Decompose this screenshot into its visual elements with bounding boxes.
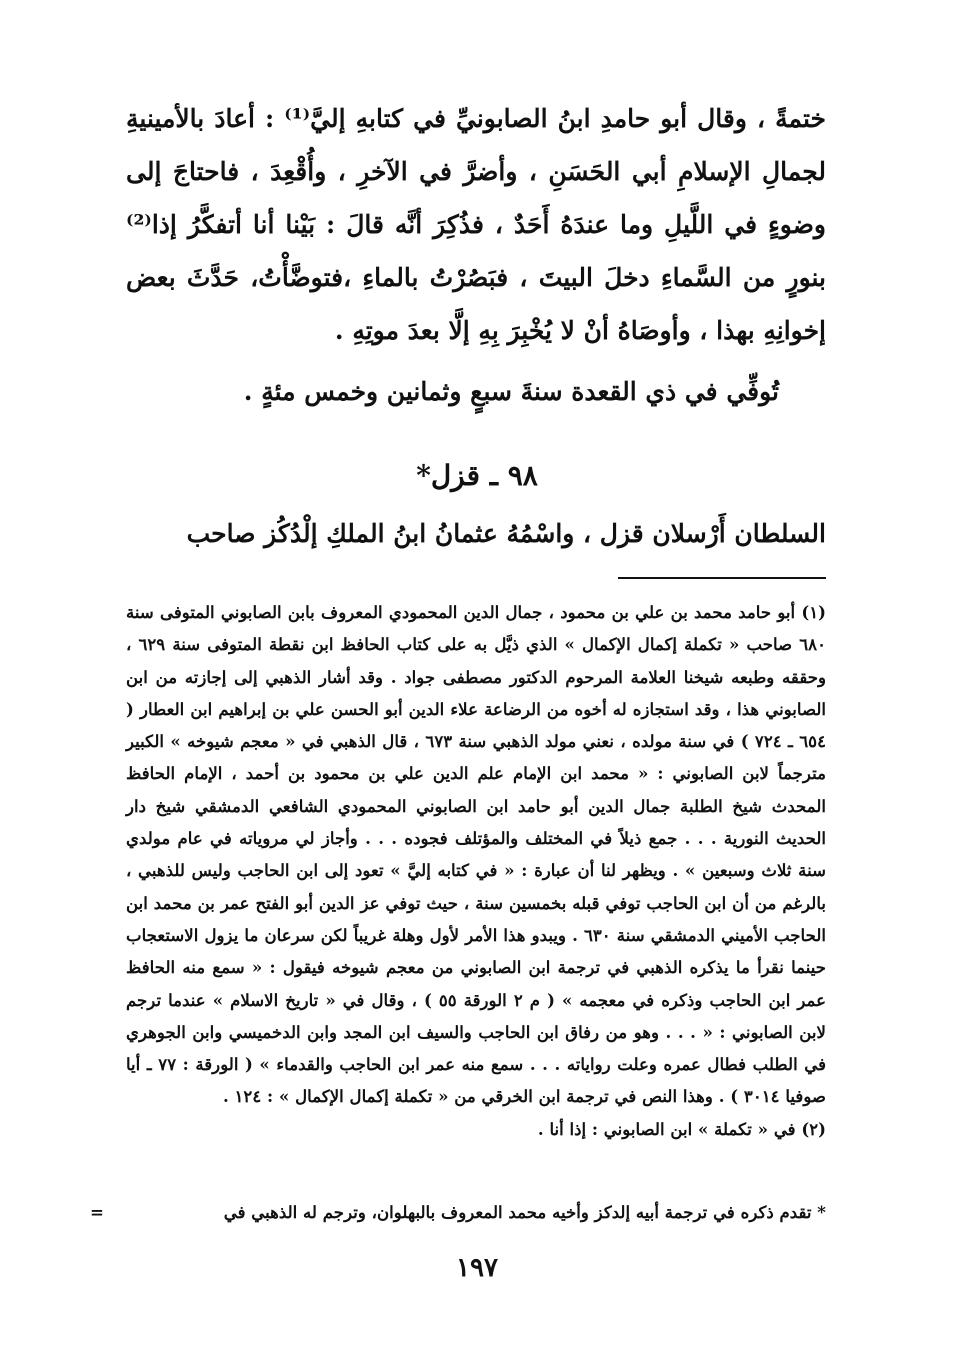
main-paragraph: ختمةً ، وقال أبو حامدِ ابنُ الصابونيِّ في كتابهِ إليَّ⁽¹⁾ : أعادَ بالأمينيةِ لجمالِ الإسلامِ أبي الحَسَنِ ، وأضرَّ في الآخرِ ، وأُقْعِدَ ، فاحتاجَ إلى وضوءٍ في اللَّيلِ وما عندَهُ أَحَدٌ ، فذُكِرَ أنَّه قالَ : بَيْنا أنا أتفكَّرُ إذا⁽²⁾ بنورٍ من السَّماءِ دخلَ البيتَ ، فبَصُرْتُ بالماءِ ،فتوضَّأْتُ، حَدَّثَ بعض إخوانِهِ بهذا ، وأوصَاهُ أنْ لا يُخْبِرَ بِهِ إلَّا بعدَ موتِهِ .	[126, 104, 826, 345]
footnotes-block	[126, 596, 826, 1145]
death-date-line: تُوفِّي في ذي القعدة سنةَ سبعٍ وثمانين وخمس مئةٍ .	[243, 377, 779, 406]
continuation-mark: =	[90, 1202, 104, 1222]
footnote-1: (١) أبو حامد محمد بن علي بن محمود ، جمال الدين المحمودي المعروف بابن الصابوني المتوفى سنة ٦٨٠ صاحب « تكملة إكمال الإكمال » الذي ذيَّل به على كتاب الحافظ ابن نقطة المتوفى سنة ٦٢٩ ، وحققه وطبعه شيخنا العلامة المرحوم الدكتور مصطفى جواد . وقد أشار الذهبي إلى إجازته من ابن الصابوني هذا ، وقد استجازه له أخوه من الرضاعة علاء الدين أبو الحسن علي بن إبراهيم ابن العطار ( ٦٥٤ ـ ٧٢٤ ) في سنة مولده ، نعني مولد الذهبي سنة ٦٧٣ ، قال الذهبي في « معجم شيوخه » الكبير مترجماً لابن الصابوني : « محمد ابن الإمام علم الدين علي بن محمود بن أحمد ، الإمام الحافظ المحدث شيخ الطلبة جمال الدين أبو حامد ابن الصابوني المحمودي الشافعي الدمشقي شيخ دار الحديث النورية . . . جمع ذيلاً في المختلف والمؤتلف فجوده . . . وأجاز لي مروياته في عام مولدي سنة ثلاث وسبعين » . ويظهر لنا أن عبارة : « في كتابه إليَّ » تعود إلى ابن الحاجب وليس للذهبي ، بالرغم من أن ابن الحاجب توفي قبله بخمسين سنة ، حيث توفي عز الدين أبو الفتح عمر بن محمد ابن الحاجب الأميني الدمشقي سنة ٦٣٠ . ويبدو هذا الأمر لأول وهلة غريباً لكن سرعان ما يزول الاستعجاب حينما نقرأ ما يذكره الذهبي في ترجمة ابن الصابوني من معجم شيوخه فيقول : « سمع منه الحافظ عمر ابن الحاجب وذكره في معجمه » ( م ٢ الورقة ٥٥ ) ، وقال في « تاريخ الاسلام » عندما ترجم لابن الصابوني : « . . . وهو من رفاق ابن الحاجب والسيف ابن المجد وابن الدخميسي وابن الجوهري في الطلب فطال عمره وعلت رواياته . . . سمع منه عمر ابن الحاجب والقدماء » ( الورقة : ٧٧ ـ أيا صوفيا ٣٠١٤ ) . وهذا النص في ترجمة ابن الخرقي من « تكملة إكمال الإكمال » : ١٢٤ .	[126, 602, 827, 1107]
entry-first-line: السلطان أَرْسلان قزل ، واسْمُهُ عثمانُ ابنُ الملكِ إلْدُكُز صاحب	[186, 519, 826, 548]
footnote-separator	[618, 577, 826, 579]
star-note-block	[90, 1197, 826, 1227]
entry-heading: ٩٨ ـ قزل*	[416, 459, 538, 492]
footnote-2: (٢) في « تكملة » ابن الصابوني : إذا أنا .	[537, 1118, 826, 1139]
main-text-block	[126, 92, 826, 357]
page-number: ١٩٧	[456, 1253, 498, 1283]
star-note: * تقدم ذكره في ترجمة أبيه إلدكز وأخيه محمد المعروف بالبهلوان، وترجم له الذهبي في	[223, 1202, 826, 1222]
